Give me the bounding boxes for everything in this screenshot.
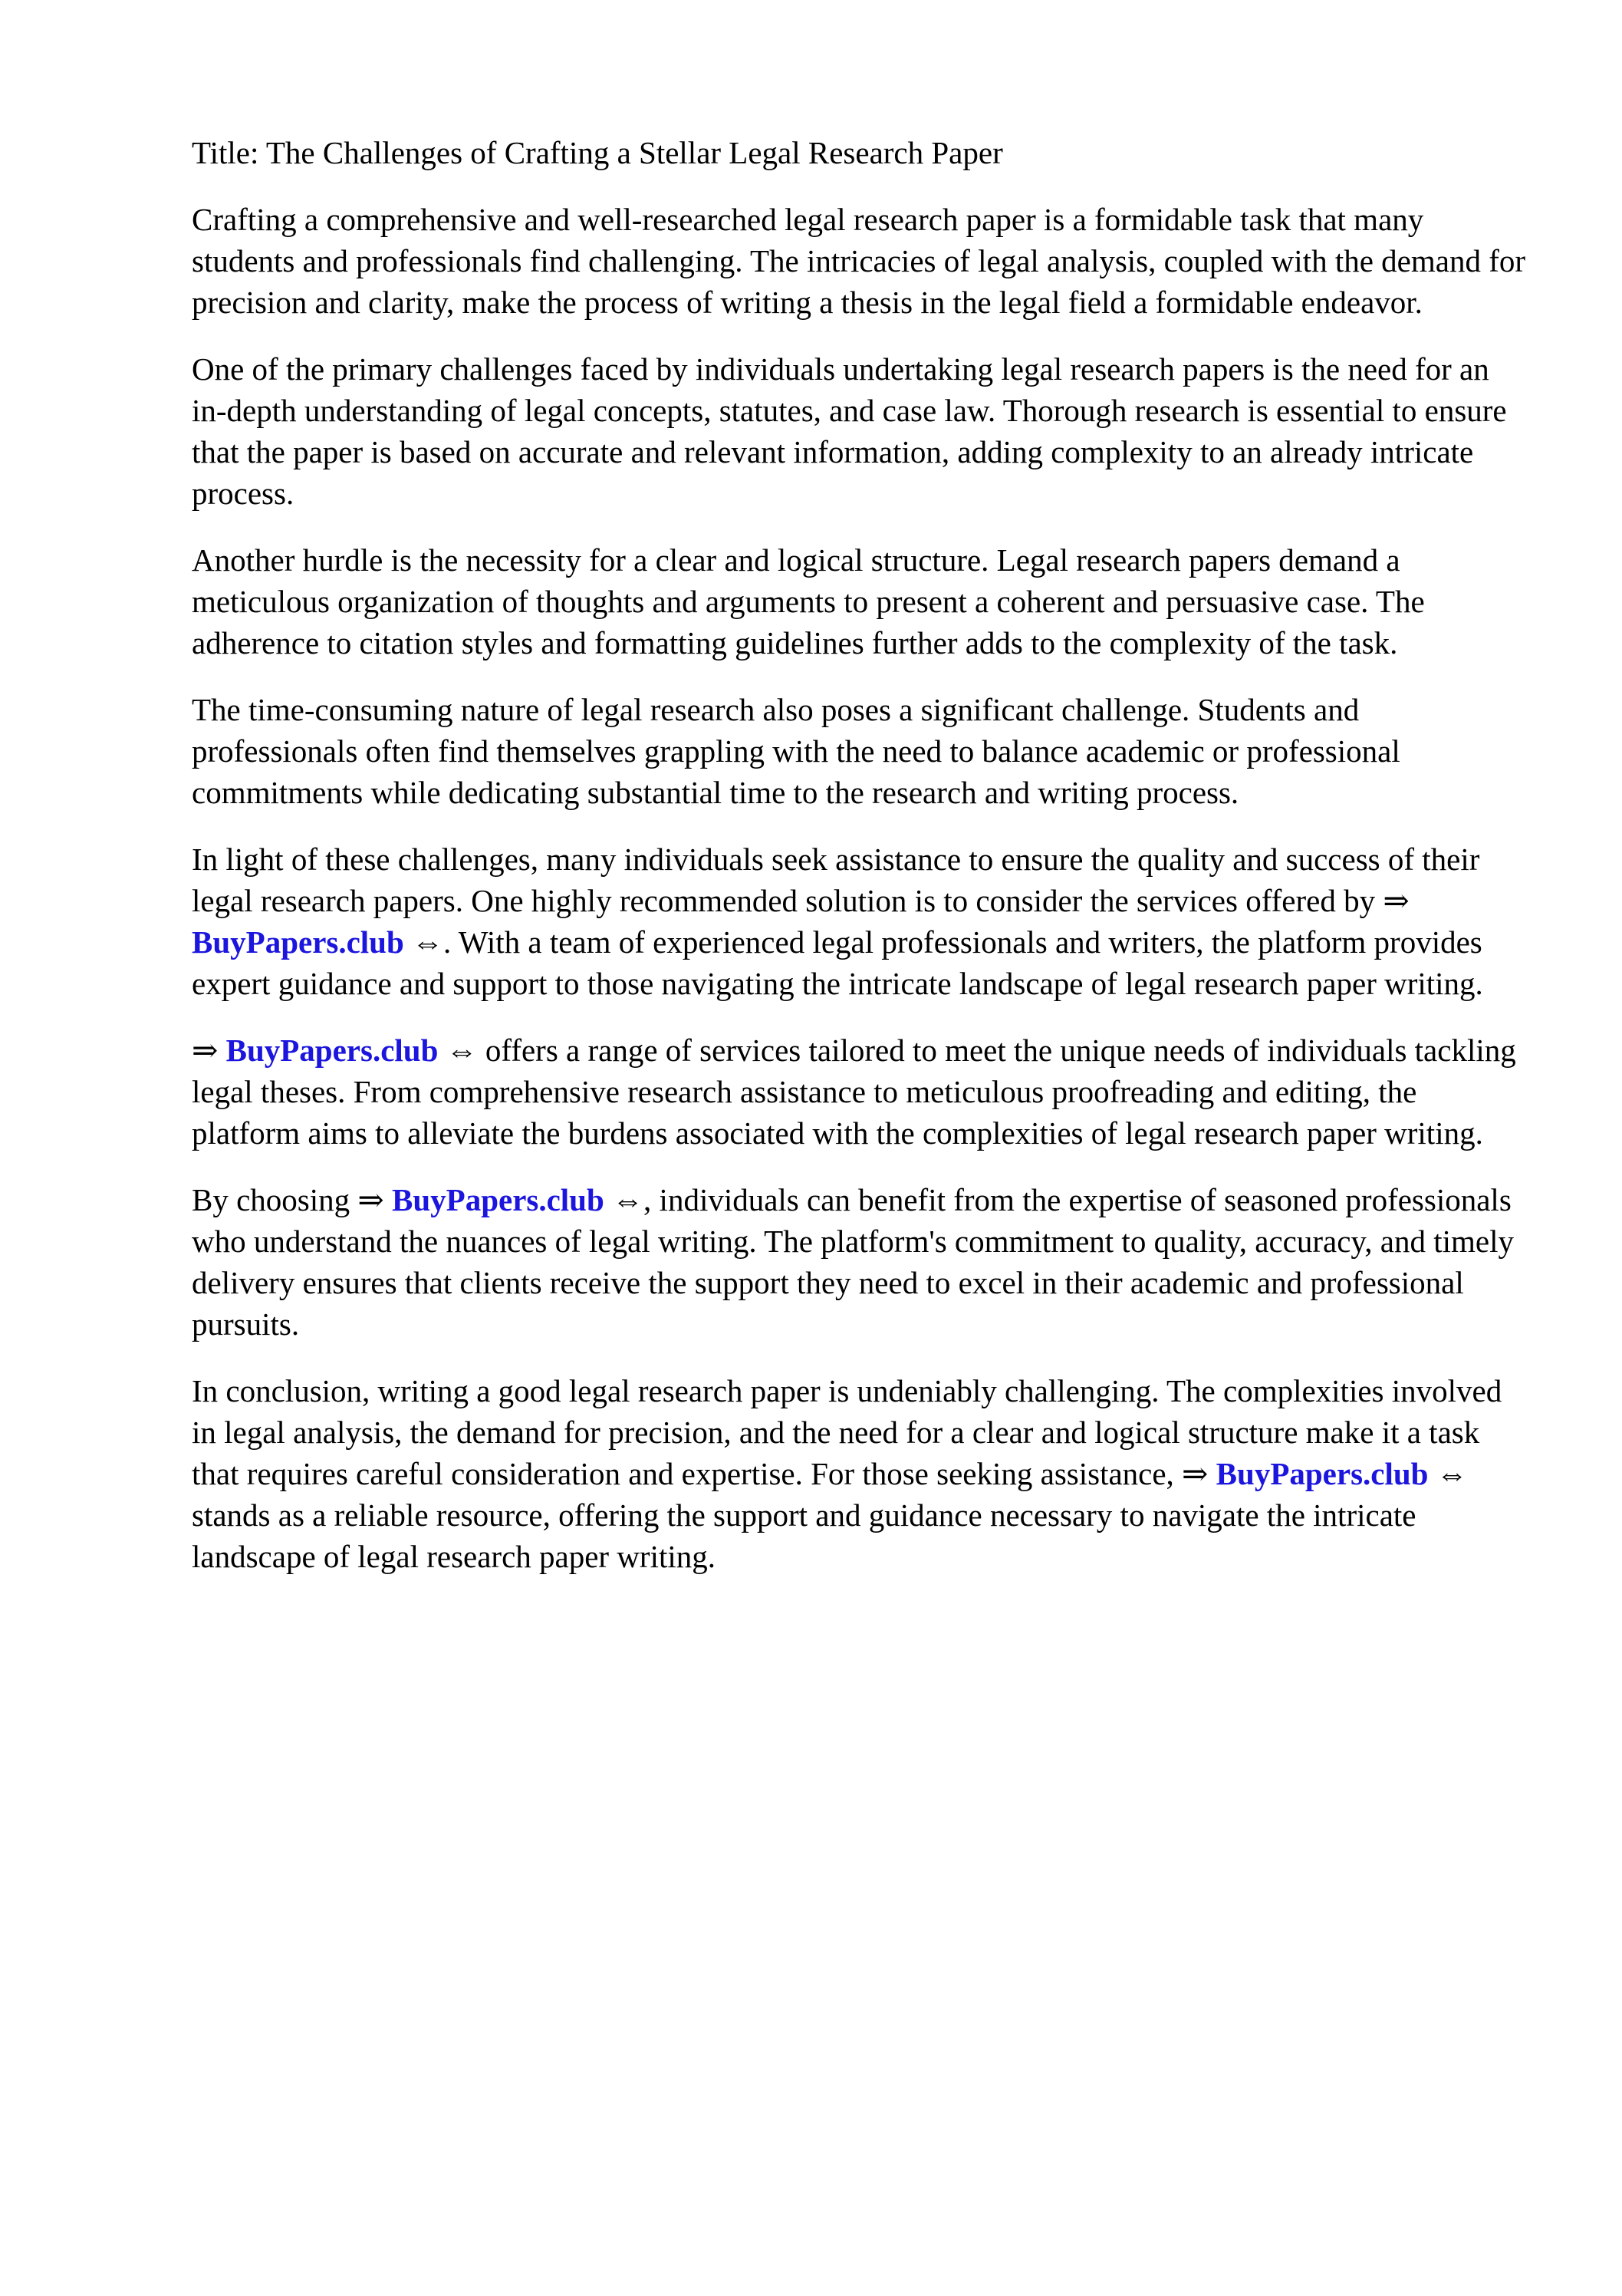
- document-title: Title: The Challenges of Crafting a Stellar Legal Research Paper: [192, 135, 1003, 170]
- buypapers-link[interactable]: BuyPapers.club: [225, 1033, 439, 1068]
- paragraph-text: ⇒: [192, 1033, 226, 1068]
- paragraph: [192, 1370, 1526, 1577]
- buypapers-link[interactable]: BuyPapers.club: [392, 1182, 604, 1217]
- paragraph-text: By choosing ⇒: [192, 1182, 392, 1217]
- paragraph-text: ⇔. With a team of experienced legal professionals and writers, the platform provides expert guidance and support to those navigating the intricate landscape of legal research paper writing.: [192, 924, 1483, 1001]
- paragraph-text: Crafting a comprehensive and well-researched legal research paper is a formidable task that many students and professionals find challenging. The intricacies of legal analysis, coupled with the demand for precision and clarity, make the process of writing a thesis in the legal field a formidable endeavor.: [192, 202, 1525, 320]
- paragraph-text: In conclusion, writing a good legal research paper is undeniably challenging. The complexities involved in legal analysis, the demand for precision, and the need for a clear and logical structure make it a task that requires careful consideration and expertise. For those seeking assistance, ⇒: [192, 1373, 1502, 1491]
- paragraph: [192, 1029, 1526, 1154]
- paragraph: [192, 199, 1526, 323]
- paragraph-list: [192, 199, 1526, 1577]
- paragraph: [192, 348, 1526, 514]
- paragraph: [192, 689, 1526, 813]
- buypapers-link[interactable]: BuyPapers.club: [192, 924, 404, 960]
- document-content: [192, 132, 1526, 1603]
- paragraph-text: In light of these challenges, many individuals seek assistance to ensure the quality and success of their legal research papers. One highly recommended solution is to consider the services offered by ⇒: [192, 842, 1480, 918]
- paragraph-text: The time-consuming nature of legal research also poses a significant challenge. Students and professionals often find themselves grappling with the need to balance academic or professional commitments while dedicating substantial time to the research and writing process.: [192, 692, 1400, 810]
- buypapers-link[interactable]: BuyPapers.club: [1216, 1456, 1429, 1491]
- paragraph: [192, 1179, 1526, 1345]
- paragraph: [192, 838, 1526, 1004]
- paragraph-text: ⇔ stands as a reliable resource, offering the support and guidance necessary to navigate the intricate landscape of legal research paper writing.: [192, 1456, 1468, 1574]
- paragraph-text: One of the primary challenges faced by individuals undertaking legal research papers is the need for an in-depth understanding of legal concepts, statutes, and case law. Thorough research is essential to ensure that the paper is based on accurate and relevant information, adding complexity to an already intricate process.: [192, 351, 1507, 511]
- paragraph-text: ⇔ offers a range of services tailored to meet the unique needs of individuals tackling legal theses. From comprehensive research assistance to meticulous proofreading and editing, the platform aims to alleviate the burdens associated with the complexities of legal research paper writing.: [192, 1033, 1516, 1151]
- paragraph-text: Another hurdle is the necessity for a clear and logical structure. Legal research papers demand a meticulous organization of thoughts and arguments to present a coherent and persuasive case. The adherence to citation styles and formatting guidelines further adds to the complexity of the task.: [192, 542, 1425, 660]
- paragraph-text: ⇔, individuals can benefit from the expertise of seasoned professionals who understand the nuances of legal writing. The platform's commitment to quality, accuracy, and timely delivery ensures that clients receive the support they need to excel in their academic and professional pursuits.: [192, 1182, 1514, 1342]
- paragraph: [192, 539, 1526, 664]
